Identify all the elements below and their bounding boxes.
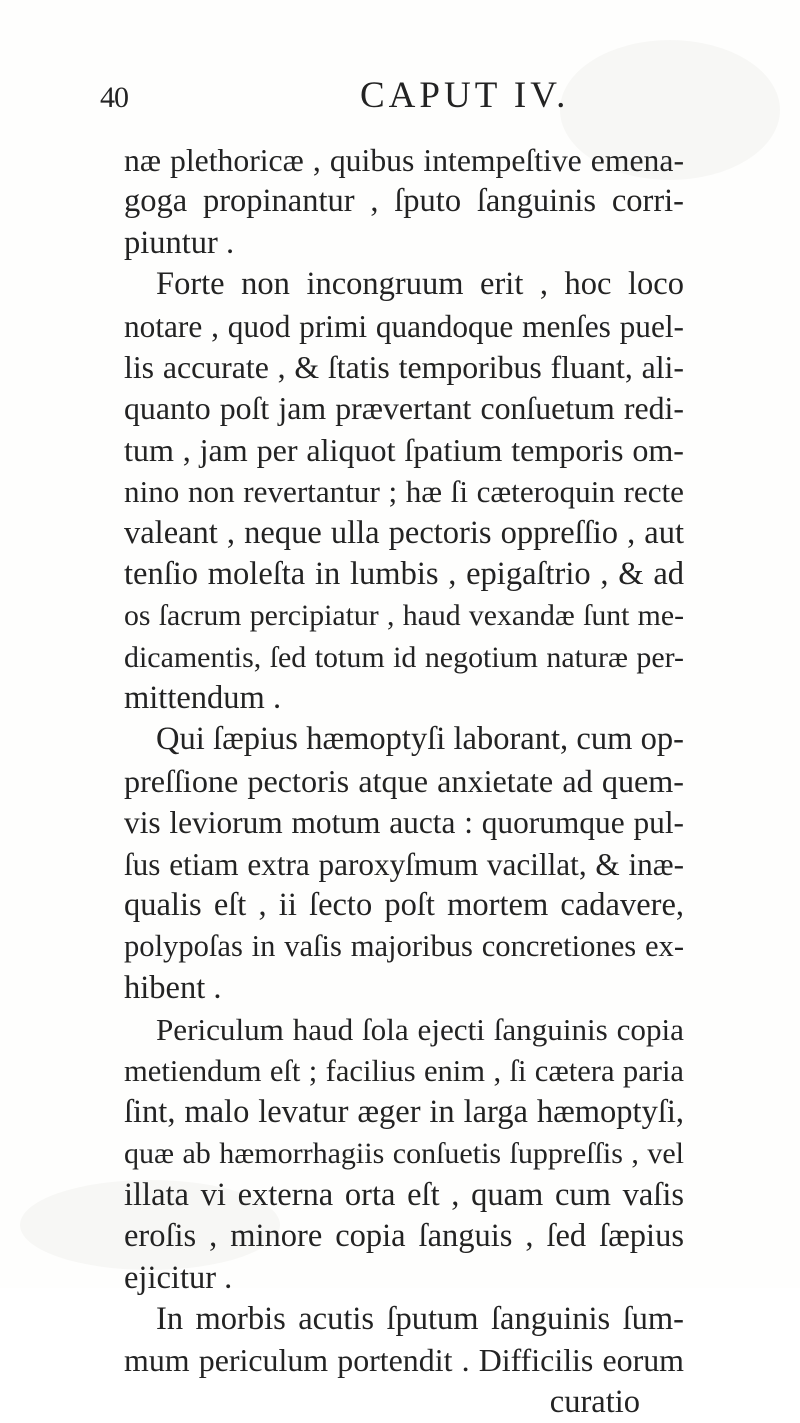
text-line: Periculum haud ſola ejecti ſanguinis copia bbox=[156, 1012, 684, 1048]
body-text bbox=[124, 140, 684, 1423]
page-header bbox=[100, 76, 700, 116]
text-line: hibent . bbox=[124, 969, 222, 1006]
text-line: mum periculum portendit . Difficilis eorum bbox=[124, 1343, 684, 1379]
text-line: Qui ſæpius hæmoptyſi laborant, cum op- bbox=[156, 721, 684, 758]
text-line: In morbis acutis ſputum ſanguinis ſum- bbox=[156, 1300, 684, 1337]
running-head: CAPUT IV. bbox=[360, 75, 570, 116]
text-line: tum , jam per aliquot ſpatium temporis om- bbox=[124, 431, 684, 468]
text-line: quanto poſt jam prævertant conſuetum redi- bbox=[124, 391, 684, 427]
catchword: curatio bbox=[549, 1383, 640, 1420]
text-line: qualis eſt , ii ſecto poſt mortem cadavere, bbox=[124, 887, 684, 924]
text-line: os ſacrum percipiatur , haud vexandæ ſunt me- bbox=[124, 599, 684, 633]
text-line: ſus etiam extra paroxyſmum vacillat, & inæ- bbox=[124, 846, 684, 882]
text-line: lis accurate , & ſtatis temporibus fluant, ali- bbox=[124, 349, 684, 385]
text-line: næ plethoricæ , quibus intempeſtive emena- bbox=[124, 143, 684, 178]
text-line: ſint, malo levatur æger in larga hæmoptyſi, bbox=[124, 1093, 684, 1130]
text-line: polypoſas in vaſis majoribus concretiones ex- bbox=[124, 929, 684, 964]
page-number: 40 bbox=[100, 81, 128, 114]
text-line: metiendum eſt ; facilius enim , ſi cætera paria bbox=[124, 1053, 684, 1088]
text-line: goga propinantur , ſputo ſanguinis corri- bbox=[124, 183, 684, 220]
text-line: piuntur . bbox=[124, 224, 235, 261]
text-line: nino non revertantur ; hæ ſi cæteroquin recte bbox=[124, 474, 684, 510]
text-line: mittendum . bbox=[124, 680, 282, 717]
text-line: valeant , neque ulla pectoris oppreſſio , aut bbox=[124, 514, 684, 551]
text-line: quæ ab hæmorrhagiis conſuetis ſuppreſſis , vel bbox=[124, 1137, 684, 1171]
text-line: vis leviorum motum aucta : quorumque pul- bbox=[124, 805, 684, 841]
text-line: ejicitur . bbox=[124, 1259, 233, 1296]
text-line: dicamentis, ſed totum id negotium naturæ per- bbox=[124, 640, 684, 674]
text-line: preſſione pectoris atque anxietate ad quem- bbox=[124, 762, 684, 799]
text-line: eroſis , minore copia ſanguis , ſed ſæpius bbox=[124, 1218, 684, 1255]
text-line: Forte non incongruum erit , hoc loco bbox=[156, 266, 684, 303]
text-line: illata vi externa orta eſt , quam cum vaſis bbox=[124, 1176, 684, 1213]
text-line: tenſio moleſta in lumbis , epigaſtrio , & ad bbox=[124, 555, 684, 592]
text-line: notare , quod primi quandoque menſes puel- bbox=[124, 308, 684, 344]
